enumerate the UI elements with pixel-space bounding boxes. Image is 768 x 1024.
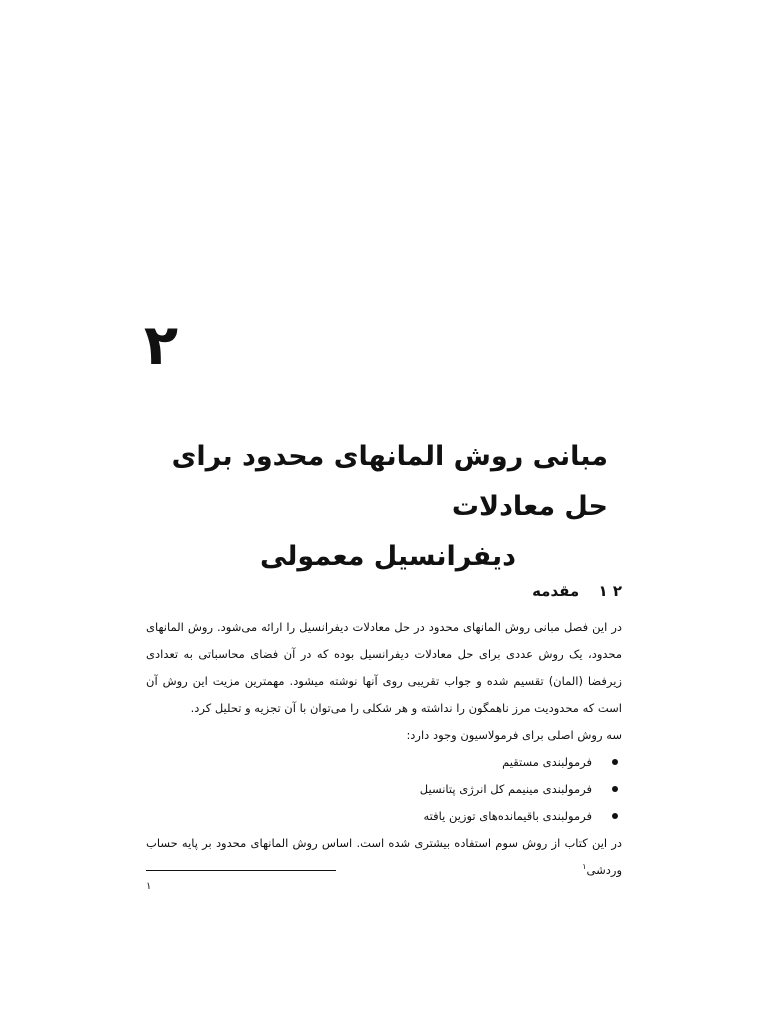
bullet-icon (612, 813, 618, 819)
paragraph-continued (146, 830, 622, 884)
footnote-reference[interactable]: ۱ (582, 862, 587, 872)
paragraph-intro: در این فصل مبانی روش المانهای محدود در حل معادلات دیفرانسیل را ارائه می‌شود. روش المانهای محدود، یک روش عددی برای حل معادلات دیفرانسیل بوده که در آن فضای محاسباتی به تعدادی زیرفضا (المان) تقسیم شده و جواب تقریبی روی آنها نوشته میشود. مهمترین مزیت این روش آن است که محدودیت مرز ناهمگون را نداشته و هر شکلی را می‌توان با آن تجزیه و تحلیل کرد. (146, 620, 622, 715)
footnote-mark: ۱ (146, 881, 152, 892)
section-heading (532, 580, 622, 602)
list-item-text: فرمولبندی باقیمانده‌های توزین یافته (423, 809, 592, 823)
bullet-icon (612, 786, 618, 792)
section-number: ۲ ۱ (598, 582, 622, 600)
chapter-title-line-1: مبانی روش المانهای محدود برای حل معادلات (171, 441, 608, 522)
methods-list (146, 749, 622, 830)
list-item (146, 749, 622, 776)
list-item (146, 803, 622, 830)
body-text (146, 614, 622, 884)
paragraph-continued-text: در این کتاب از روش سوم استفاده بیشتری شده است. اساس روش المانهای محدود بر پایه حساب وردشی (146, 836, 622, 877)
list-item-text: فرمولبندی مستقیم (502, 755, 592, 769)
list-item-text: فرمولبندی مینیمم کل انرژی پتانسیل (419, 782, 592, 796)
chapter-number: ۲ (143, 313, 178, 378)
paragraph-methods-intro: سه روش اصلی برای فرمولاسیون وجود دارد: (406, 728, 622, 742)
section-title: مقدمه (532, 582, 580, 600)
chapter-title (148, 432, 608, 582)
chapter-title-line-2: دیفرانسیل معمولی (259, 541, 517, 572)
list-item (146, 776, 622, 803)
bullet-icon (612, 759, 618, 765)
footnote-divider (146, 870, 336, 871)
